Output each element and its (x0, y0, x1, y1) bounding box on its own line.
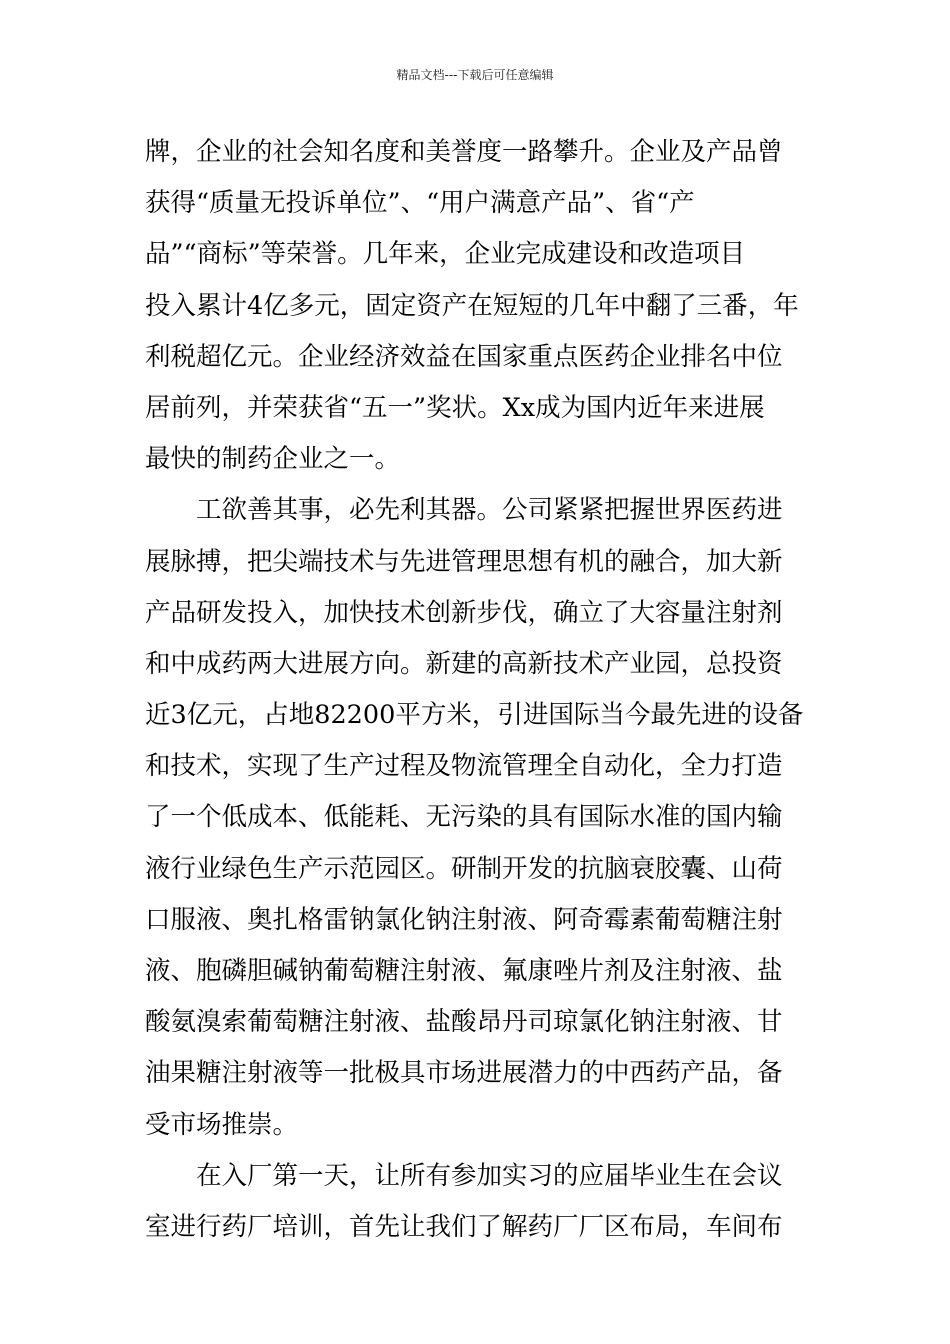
text-line: 了一个低成本、低能耗、无污染的具有国际水准的国内输 (145, 802, 783, 833)
text-line: 和中成药两大进展方向。新建的高新技术产业园，总投资 (145, 648, 783, 679)
text-line: 酸氨溴索葡萄糖注射液、盐酸昂丹司琼氯化钠注射液、甘 (145, 1007, 783, 1038)
text-line: 利税超亿元。企业经济效益在国家重点医药企业排名中位 (145, 341, 783, 372)
text-line: 居前列，并荣获省“五一”奖状。Xx成为国内近年来进展 (145, 392, 765, 423)
text-line: 受市场推崇。 (145, 1109, 299, 1140)
text-line: 品”“商标”等荣誉。几年来，企业完成建设和改造项目 (145, 239, 746, 270)
page-header: 精品文档---下载后可任意编辑 (396, 68, 554, 82)
text-line: 近3亿元，占地82200平方米，引进国际当今最先进的设备 (145, 700, 804, 731)
document-body (145, 127, 815, 1253)
text-line: 工欲善其事，必先利其器。公司紧紧把握世界医药进 (145, 495, 783, 526)
text-line: 液、胞磷胆碱钠葡萄糖注射液、氟康唑片剂及注射液、盐 (145, 956, 783, 986)
text-line: 口服液、奥扎格雷钠氯化钠注射液、阿奇霉素葡萄糖注射 (145, 904, 783, 935)
text-line: 最快的制药企业之一。 (145, 444, 401, 475)
text-line: 室进行药厂培训，首先让我们了解药厂厂区布局，车间布 (145, 1211, 783, 1242)
text-line: 投入累计4亿多元，固定资产在短短的几年中翻了三番，年 (145, 290, 799, 321)
text-line: 展脉搏，把尖端技术与先进管理思想有机的融合，加大新 (145, 546, 783, 577)
text-line: 和技术，实现了生产过程及物流管理全自动化，全力打造 (145, 751, 783, 782)
text-line: 液行业绿色生产示范园区。研制开发的抗脑衰胶囊、山荷 (145, 853, 783, 884)
text-line: 产品研发投入，加快技术创新步伐，确立了大容量注射剂 (145, 597, 783, 628)
text-line: 牌，企业的社会知名度和美誉度一路攀升。企业及产品曾 (145, 137, 783, 167)
text-line: 油果糖注射液等一批极具市场进展潜力的中西药产品，备 (145, 1058, 783, 1089)
text-line: 获得“质量无投诉单位”、“用户满意产品”、省“产 (145, 188, 695, 219)
text-line: 在入厂第一天，让所有参加实习的应届毕业生在会议 (145, 1160, 783, 1191)
